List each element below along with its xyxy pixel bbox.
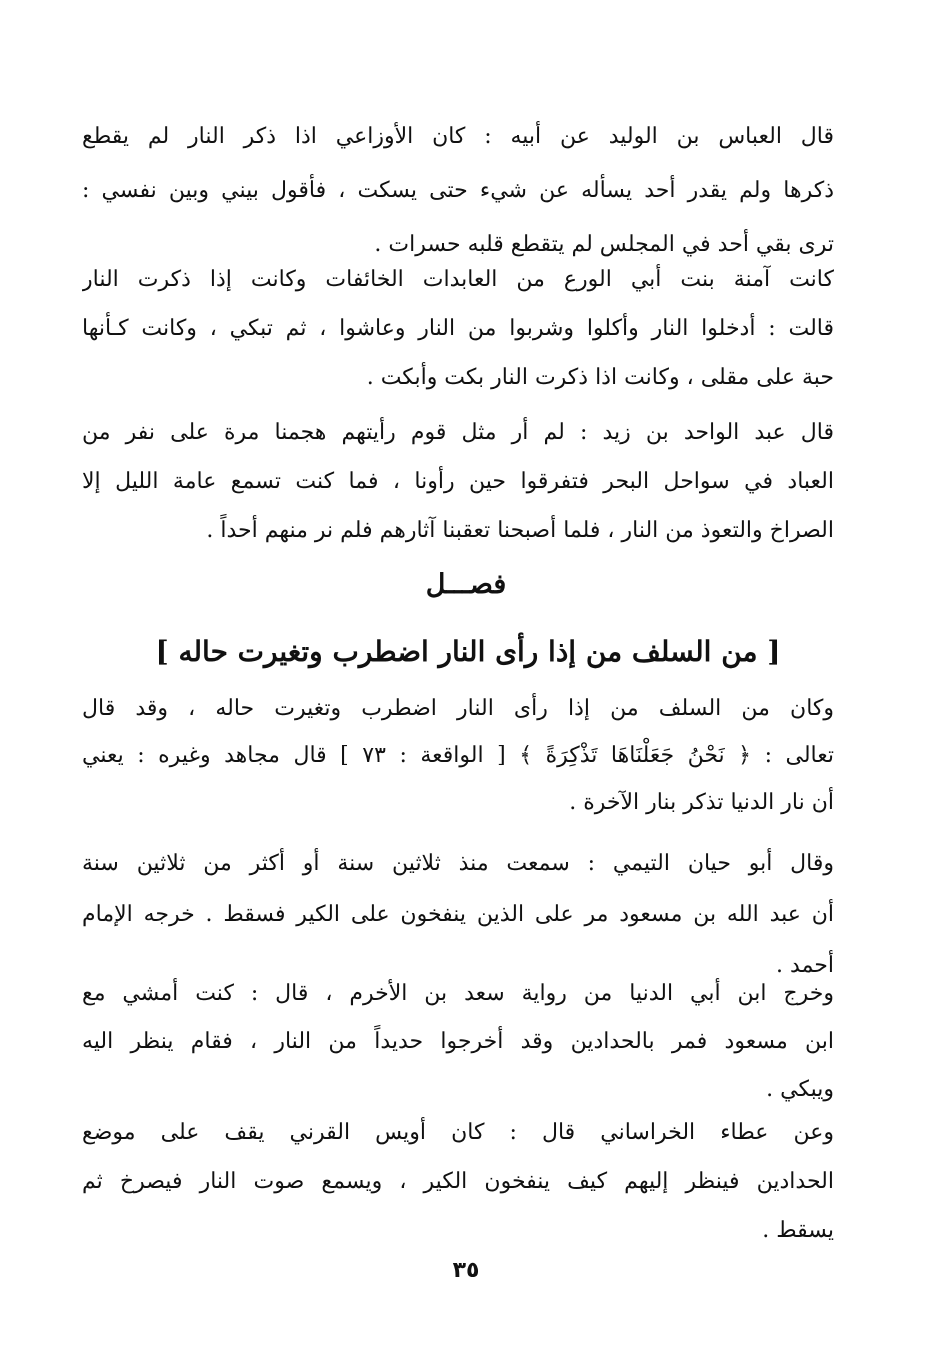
paragraph-abdulwahid: [82, 408, 834, 555]
paragraph-line: وقال أبو حيان التيمي : سمعت منذ ثلاثين سنة أو أكثر من ثلاثين سنة: [82, 851, 834, 876]
paragraph-line: أن عبد الله بن مسعود مر على الذين ينفخون على الكير فسقط . خرجه الإمام: [82, 902, 834, 927]
paragraph-line: ذكرها ولم يقدر أحد يسأله عن شيء حتى يسكت ، فأقول بيني وبين نفسي :: [82, 178, 834, 203]
paragraph-ata: [82, 1108, 834, 1255]
paragraph-line: وخرج ابن أبي الدنيا من رواية سعد بن الأخرم ، قال : كنت أمشي مع: [82, 981, 834, 1006]
paragraph-line: ترى بقي أحد في المجلس لم يتقطع قلبه حسرات .: [374, 232, 834, 257]
paragraph-line: أحمد .: [776, 953, 834, 978]
paragraph-line: العباد في سواحل البحر فتفرقوا حين رأونا ، فما كنت تسمع عامة الليل إلا: [82, 469, 834, 494]
paragraph-line: وعن عطاء الخراساني قال : كان أويس القرني يقف على موضع: [82, 1120, 834, 1145]
paragraph-line: تعالى : ﴿ نَحْنُ جَعَلْنَاهَا تَذْكِرَةً ﴾ [ الواقعة : ٧٣ ] قال مجاهد وغيره : يعني: [82, 743, 834, 768]
paragraph-line: أن نار الدنيا تذكر بنار الآخرة .: [569, 790, 834, 815]
paragraph-line: كانت آمنة بنت أبي الورع من العابدات الخائفات وكانت إذا ذكرت النار: [82, 267, 834, 292]
paragraph-line: قال العباس بن الوليد عن أبيه : كان الأوزاعي اذا ذكر النار لم يقطع: [82, 124, 834, 149]
section-title: فصـــل: [425, 569, 507, 600]
paragraph-abu-hayyan: [82, 838, 834, 991]
paragraph-amina: [82, 255, 834, 402]
paragraph-line: وكان من السلف من إذا رأى النار اضطرب وتغيرت حاله ، وقد قال: [82, 696, 834, 721]
page-number: ٣٥: [452, 1258, 480, 1283]
paragraph-awzai: [82, 110, 834, 272]
paragraph-line: يسقط .: [762, 1218, 834, 1243]
section-heading: [ من السلف من إذا رأى النار اضطرب وتغيرت حاله ]: [155, 635, 781, 668]
paragraph-ibn-abi-dunya: [82, 970, 834, 1114]
paragraph-line: ابن مسعود فمر بالحدادين وقد أخرجوا حديداً من النار ، فقام ينظر اليه: [82, 1029, 834, 1054]
paragraph-line: قالت : أدخلوا النار وأكلوا وشربوا من النار وعاشوا ، ثم تبكي ، وكانت كـأنها: [82, 316, 834, 341]
paragraph-line: حبة على مقلى ، وكانت اذا ذكرت النار بكت وأبكت .: [366, 365, 834, 390]
paragraph-line: قال عبد الواحد بن زيد : لم أر مثل قوم رأيتهم هجمنا مرة على نفر من: [82, 420, 834, 445]
paragraph-line: الحدادين فينظر إليهم كيف ينفخون الكير ، ويسمع صوت النار فيصرخ ثم: [82, 1169, 834, 1194]
paragraph-salaf: [82, 685, 834, 826]
paragraph-line: ويبكي .: [766, 1077, 834, 1102]
paragraph-line: الصراخ والتعوذ من النار ، فلما أصبحنا تعقبنا آثارهم فلم نر منهم أحداً .: [206, 518, 834, 543]
